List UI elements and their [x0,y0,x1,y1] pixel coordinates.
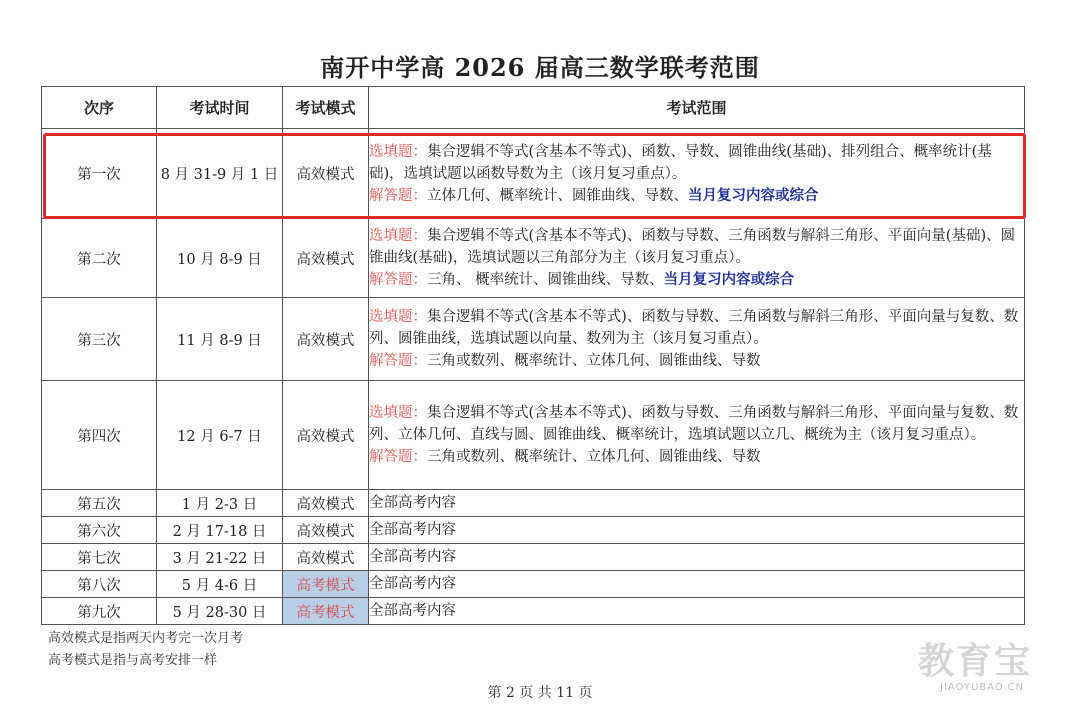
header-scope: 考试范围 [369,87,1025,129]
order-cell: 第八次 [42,571,157,598]
scope-cell [369,381,1025,490]
date-cell: 1 月 2-3 日 [157,490,283,517]
date-cell: 10 月 8-9 日 [157,219,283,298]
fill-label: 选填题： [369,405,427,421]
fill-label: 选填题： [369,228,427,244]
mode-cell: 高效模式 [283,219,369,298]
mode-cell-gaokao: 高考模式 [283,598,369,625]
table-row [42,129,1025,219]
answer-highlight: 当月复习内容或综合 [663,271,795,288]
header-order: 次序 [42,87,157,129]
table-row [42,381,1025,490]
table-row [42,298,1025,381]
answer-label: 解答题： [369,353,427,369]
scope-cell: 全部高考内容 [369,517,1025,544]
mode-cell: 高效模式 [283,129,369,219]
scope-cell: 全部高考内容 [369,571,1025,598]
mode-cell: 高效模式 [283,490,369,517]
answer-text: 立体几何、概率统计、圆锥曲线、导数、 [427,187,688,204]
answer-label: 解答题： [369,187,427,204]
fill-label: 选填题： [369,309,427,325]
order-cell: 第一次 [42,129,157,219]
table-row [42,219,1025,298]
page-title: 南开中学高 2026 届高三数学联考范围 [320,53,760,82]
watermark-brand: 教育宝 [918,641,1033,682]
order-cell: 第二次 [42,219,157,298]
fill-text: 集合逻辑不等式(含基本不等式)、函数、导数、圆锥曲线(基础)、排列组合、概率统计(基础)，选填试题以函数导数为主（该月复习重点）。 [369,143,992,182]
answer-text: 三角、 概率统计、圆锥曲线、导数、 [427,272,664,288]
table-row [42,490,1025,517]
header-mode: 考试模式 [283,87,369,129]
answer-highlight: 当月复习内容或综合 [688,186,819,204]
answer-label: 解答题： [369,272,427,288]
scope-cell: 全部高考内容 [369,490,1025,517]
order-cell: 第四次 [42,381,157,490]
date-cell: 3 月 21-22 日 [157,544,283,571]
scope-cell: 全部高考内容 [369,598,1025,625]
table-header-row [42,87,1025,129]
date-cell: 2 月 17-18 日 [157,517,283,544]
footnotes [48,628,243,672]
watermark-logo [918,642,1068,702]
fill-text: 集合逻辑不等式(含基本不等式)、函数与导数、三角函数与解斜三角形、平面向量与复数、数列、立体几何、直线与圆、圆锥曲线、概率统计，选填试题以立几、概统为主（该月复习重点）。 [369,405,1019,443]
exam-schedule-table [41,86,1025,625]
scope-cell: 全部高考内容 [369,544,1025,571]
date-cell: 12 月 6-7 日 [157,381,283,490]
mode-cell: 高效模式 [283,517,369,544]
date-cell: 8 月 31-9 月 1 日 [157,129,283,219]
mode-cell: 高效模式 [283,544,369,571]
mode-cell-gaokao: 高考模式 [283,571,369,598]
fill-label: 选填题： [369,143,427,160]
note-gaokao-mode: 高考模式是指与高考安排一样 [48,653,218,668]
scope-cell [369,298,1025,381]
scope-cell [369,129,1025,219]
header-date: 考试时间 [157,87,283,129]
table-row [42,571,1025,598]
date-cell: 5 月 4-6 日 [157,571,283,598]
table-row [42,544,1025,571]
date-cell: 5 月 28-30 日 [157,598,283,625]
mode-cell: 高效模式 [283,381,369,490]
scope-cell [369,219,1025,298]
note-efficient-mode: 高效模式是指两天内考完一次月考 [48,631,244,646]
order-cell: 第九次 [42,598,157,625]
order-cell: 第三次 [42,298,157,381]
order-cell: 第七次 [42,544,157,571]
watermark-domain: JIAOYUBAO.CN [940,682,1024,693]
table-row [42,517,1025,544]
page-number: 第 2 页 共 11 页 [487,685,593,701]
table-row [42,598,1025,625]
fill-text: 集合逻辑不等式(含基本不等式)、函数与导数、三角函数与解斜三角形、平面向量与复数、数列、圆锥曲线，选填试题以向量、数列为主（该月复习重点）。 [369,309,1019,347]
order-cell: 第五次 [42,490,157,517]
date-cell: 11 月 8-9 日 [157,298,283,381]
fill-text: 集合逻辑不等式(含基本不等式)、函数与导数、三角函数与解斜三角形、平面向量(基础)、圆锥曲线(基础)，选填试题以三角部分为主（该月复习重点）。 [369,228,1016,266]
mode-cell: 高效模式 [283,298,369,381]
answer-text: 三角或数列、概率统计、立体几何、圆锥曲线、导数 [427,449,761,465]
answer-text: 三角或数列、概率统计、立体几何、圆锥曲线、导数 [427,353,761,369]
answer-label: 解答题： [369,449,427,465]
order-cell: 第六次 [42,517,157,544]
